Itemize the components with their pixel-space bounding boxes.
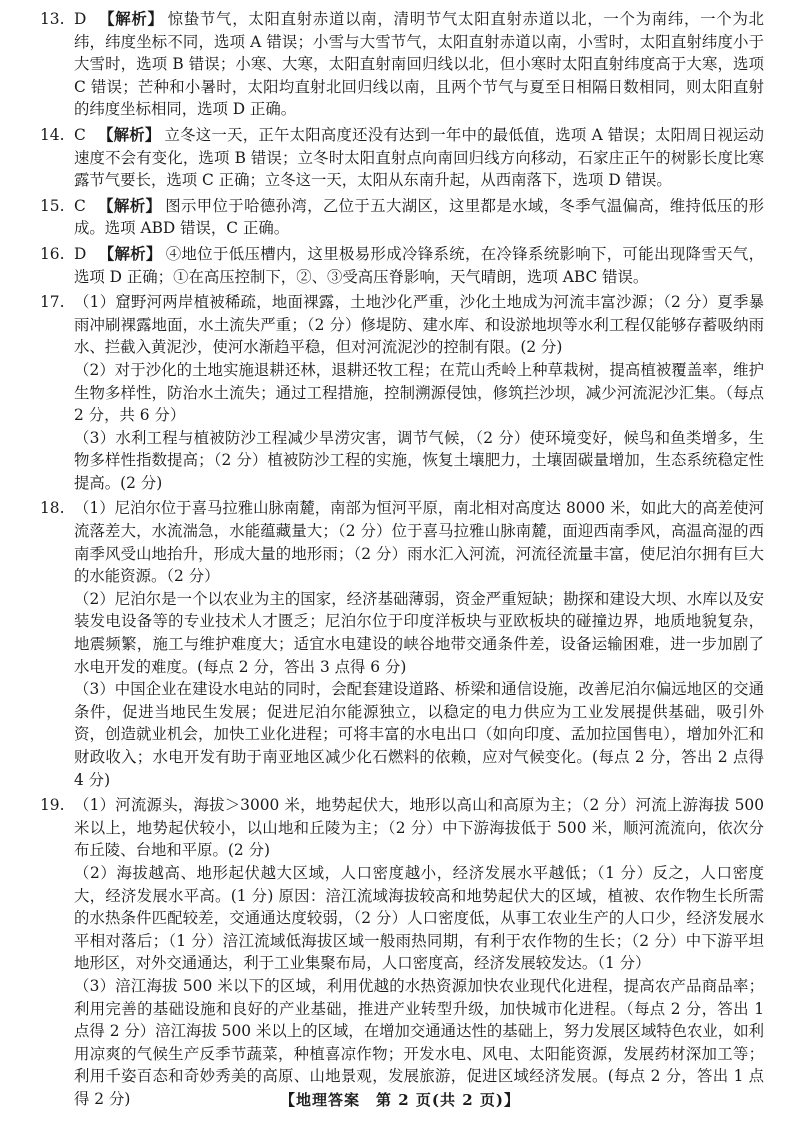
question-number: 17. — [40, 293, 65, 312]
analysis-tag: 【解析】 — [98, 244, 162, 263]
analysis-text: 立冬这一天，正午太阳高度还没有达到一年中的最低值，选项 A 错误；太阳周日视运动速度不会有变化，选项 B 错误；立冬时太阳直射点向南回归线方向移动，石家庄正午的树影长度比寒露节气要长，选项 C 正确；立冬这一天，太阳从东南升起，从西南落下，选项 D 错误。 — [74, 125, 764, 190]
analysis-tag: 【解析】 — [97, 125, 161, 144]
question-number: 16. — [40, 244, 65, 263]
answer-item-15 — [40, 195, 764, 240]
sub-answer-3: （3）涪江海拔 500 米以下的区域，利用优越的水热资源加快农业现代化进程，提高农产品商品率；利用完善的基础设施和良好的产业基础，推进产业转型升级，加快城市化进程。（每点 2 分，答出 1 点得 2 分）涪江海拔 500 米以上的区域，在增加交通通达性的基础上，努力发展区域特色农业，如利用凉爽的气候生产反季节蔬菜，种植喜凉作物；开发水电、风电、太阳能资源，发展药材深加工等；利用千姿百态和奇妙秀美的高原、山地景观，发展旅游，促进区域经济发展。(每点 2 分，答出 1 点得 2 分) — [74, 976, 764, 1108]
question-number: 18. — [40, 499, 65, 518]
question-number: 14. — [40, 125, 65, 144]
sub-answer-2: （2）海拔越高、地形起伏越大区域，人口密度越小，经济发展水平越低；（1 分）反之，人口密度大，经济发展水平高。(1 分) 原因：涪江流域海拔较高和地势起伏大的区域，植被、农作物生长所需的水热条件匹配较差，交通通达度较弱，（2 分）人口密度低，从事工农业生产的人口少，经济发展水平相对落后；（1 分）涪江流域低海拔区域一般雨热同期，有利于农作物的生长；（2 分）中下游平坦地形区，对外交通通达，利于工业集聚布局，人口密度高，经济发展较发达。（1 分） — [74, 863, 764, 973]
sub-answer-2: （2）对于沙化的土地实施退耕还林，退耕还牧工程；在荒山秃岭上种草栽树，提高植被覆盖率，维护生物多样性，防治水土流失；通过工程措施，控制溯源侵蚀，修筑拦沙坝，减少河流泥沙汇集。（每点 2 分，共 6 分） — [74, 360, 764, 425]
answer-choice: C — [74, 196, 86, 215]
analysis-text: 图示甲位于哈德孙湾，乙位于五大湖区，这里都是水域，冬季气温偏高，维持低压的形成。选项 ABD 错误，C 正确。 — [74, 196, 764, 238]
answer-item-19 — [40, 794, 764, 1110]
question-number: 15. — [40, 196, 65, 215]
analysis-tag: 【解析】 — [98, 10, 164, 28]
question-number: 13. — [40, 10, 65, 28]
answer-item-17 — [40, 291, 764, 494]
sub-answer-2: （2）尼泊尔是一个以农业为主的国家，经济基础薄弱，资金严重短缺；勘探和建设大坝、水库以及安装发电设备等的专业技术人才匮乏；尼泊尔位于印度洋板块与亚欧板块的碰撞边界，地质地貌复杂，地震频繁，施工与维护难度大；适宜水电建设的峡谷地带交通条件差，设备运输困难，进一步加剧了水电开发的难度。(每点 2 分，答出 3 点得 6 分) — [74, 589, 764, 676]
question-number: 19. — [40, 796, 65, 815]
analysis-tag: 【解析】 — [97, 196, 162, 215]
sub-answer-1: （1）尼泊尔位于喜马拉雅山脉南麓，南部为恒河平原，南北相对高度达 8000 米，如此大的高差使河流落差大，水流湍急，水能蕴藏量大；（2 分）位于喜马拉雅山脉南麓，面迎西南季风，高温高湿的西南季风受山地抬升，形成大量的地形雨；（2 分）雨水汇入河流，河流径流量丰富，使尼泊尔拥有巨大的水能资源。（2 分） — [74, 499, 764, 586]
sub-answer-1: （1）河流源头，海拔＞3000 米，地势起伏大，地形以高山和高原为主；（2 分）河流上游海拔 500 米以上，地势起伏较小，以山地和丘陵为主；（2 分）中下游海拔低于 500 米，顺河流流向，依次分布丘陵、台地和平原。(2 分) — [74, 796, 764, 860]
answer-choice: D — [74, 10, 87, 28]
answer-choice: D — [74, 244, 87, 263]
page-footer: 【地理答案 第 2 页(共 2 页)】 — [280, 1091, 520, 1109]
sub-answer-3: （3）水利工程与植被防沙工程减少旱涝灾害，调节气候，（2 分）使环境变好，候鸟和鱼类增多，生物多样性指数提高；（2 分）植被防沙工程的实施，恢复土壤肥力，土壤固碳量增加，生态系统稳定性提高。(2 分) — [74, 428, 764, 492]
answer-item-13 — [40, 8, 764, 121]
answer-item-14 — [40, 124, 764, 192]
sub-answer-1: （1）窟野河两岸植被稀疏，地面裸露，土地沙化严重，沙化土地成为河流丰富沙源；（2 分）夏季暴雨冲刷裸露地面，水土流失严重；（2 分）修堤防、建水库、和设淤地坝等水利工程仅能够存蓄吸纳雨水、拦截入黄泥沙，使河水渐趋平稳，但对河流泥沙的控制有限。(2 分) — [74, 293, 764, 357]
sub-answer-3: （3）中国企业在建设水电站的同时，会配套建设道路、桥梁和通信设施，改善尼泊尔偏远地区的交通条件，促进当地民生发展；促进尼泊尔能源独立，以稳定的电力供应为工业发展提供基础，吸引外资，创造就业机会，加快工业化进程；可将丰富的水电出口（如向印度、孟加拉国售电），增加外汇和财政收入；水电开发有助于南亚地区减少化石燃料的依赖，应对气候变化。(每点 2 分，答出 2 点得 4 分) — [74, 680, 764, 789]
answer-choice: C — [74, 125, 86, 144]
analysis-text: 惊蛰节气，太阳直射赤道以南，清明节气太阳直射赤道以北，一个为南纬，一个为北纬，纬度坐标不同，选项 A 错误；小雪与大雪节气，太阳直射赤道以南，小雪时，太阳直射纬度小于大雪时，选项 B 错误；小寒、大寒，太阳直射南回归线以北，但小寒时太阳直射纬度高于大寒，选项 C 错误；芒种和小暑时，太阳均直射北回归线以南，且两个节气与夏至日相隔日数相同，则太阳直射的纬度坐标相同，选项 D 正确。 — [74, 10, 764, 119]
answer-item-18 — [40, 497, 764, 791]
analysis-text: ④地位于低压槽内，这里极易形成冷锋系统，在冷锋系统影响下，可能出现降雪天气，选项 D 正确；①在高压控制下，②、③受高压脊影响，天气晴朗，选项 ABC 错误。 — [74, 244, 764, 286]
answer-item-16 — [40, 243, 764, 288]
answer-content — [40, 8, 764, 1111]
